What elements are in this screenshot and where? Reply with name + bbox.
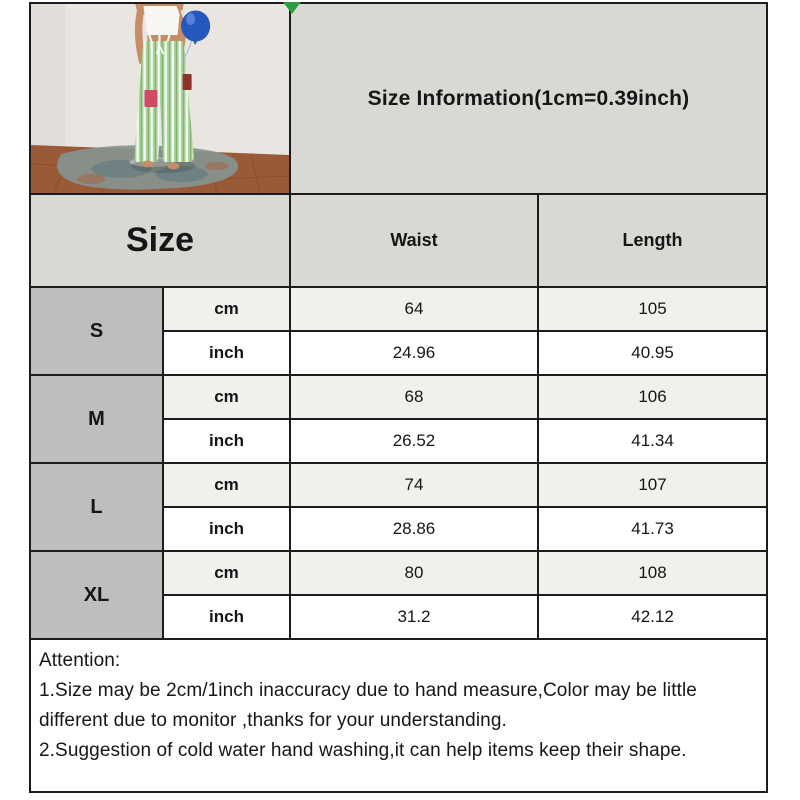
length-value: 40.95	[538, 331, 767, 375]
column-header-size: Size	[30, 194, 290, 287]
length-value: 105	[538, 287, 767, 331]
length-value: 41.34	[538, 419, 767, 463]
attention-note	[29, 638, 768, 793]
waist-value: 28.86	[290, 507, 538, 551]
table-row	[30, 375, 767, 419]
length-value: 106	[538, 375, 767, 419]
balloon-highlight	[186, 13, 195, 25]
table-row	[30, 551, 767, 595]
model-pants	[134, 41, 193, 162]
waist-value: 24.96	[290, 331, 538, 375]
attention-item-2: 2.Suggestion of cold water hand washing,it can help items keep their shape.	[39, 740, 687, 761]
size-chart-table	[29, 2, 768, 640]
waist-value: 26.52	[290, 419, 538, 463]
unit-label: cm	[163, 463, 290, 507]
size-label-xl: XL	[30, 551, 163, 639]
corner-fold-mark	[283, 2, 301, 14]
column-header-waist: Waist	[290, 194, 538, 287]
unit-label: cm	[163, 375, 290, 419]
unit-label: cm	[163, 551, 290, 595]
unit-label: inch	[163, 331, 290, 375]
product-photo-cell	[30, 3, 290, 194]
product-photo-graphic	[31, 4, 289, 193]
size-info-title: Size Information(1cm=0.39inch)	[290, 3, 767, 194]
column-header-length: Length	[538, 194, 767, 287]
model-left-foot	[141, 161, 153, 168]
size-info-sheet	[29, 2, 768, 793]
waist-value: 68	[290, 375, 538, 419]
attention-item-1: 1.Size may be 2cm/1inch inaccuracy due to hand measure,Color may be little different due to monitor ,thanks for your understanding.	[39, 680, 697, 731]
model-crop-top	[143, 6, 179, 35]
waist-value: 31.2	[290, 595, 538, 639]
size-label-s: S	[30, 287, 163, 375]
length-value: 108	[538, 551, 767, 595]
photo-wall-shadow	[31, 4, 65, 154]
waist-value: 80	[290, 551, 538, 595]
unit-label: inch	[163, 419, 290, 463]
table-row	[30, 287, 767, 331]
unit-label: inch	[163, 595, 290, 639]
size-label-m: M	[30, 375, 163, 463]
pocket-patch	[144, 90, 157, 107]
unit-label: cm	[163, 287, 290, 331]
pants-waistband	[143, 41, 183, 49]
unit-label: inch	[163, 507, 290, 551]
waist-value: 64	[290, 287, 538, 331]
waist-value: 74	[290, 463, 538, 507]
table-row	[30, 463, 767, 507]
size-label-l: L	[30, 463, 163, 551]
length-value: 107	[538, 463, 767, 507]
length-value: 42.12	[538, 595, 767, 639]
length-value: 41.73	[538, 507, 767, 551]
hip-patch	[183, 74, 192, 90]
balloon-graphic	[181, 11, 210, 42]
model-right-foot	[168, 163, 180, 170]
attention-heading: Attention:	[39, 650, 121, 671]
